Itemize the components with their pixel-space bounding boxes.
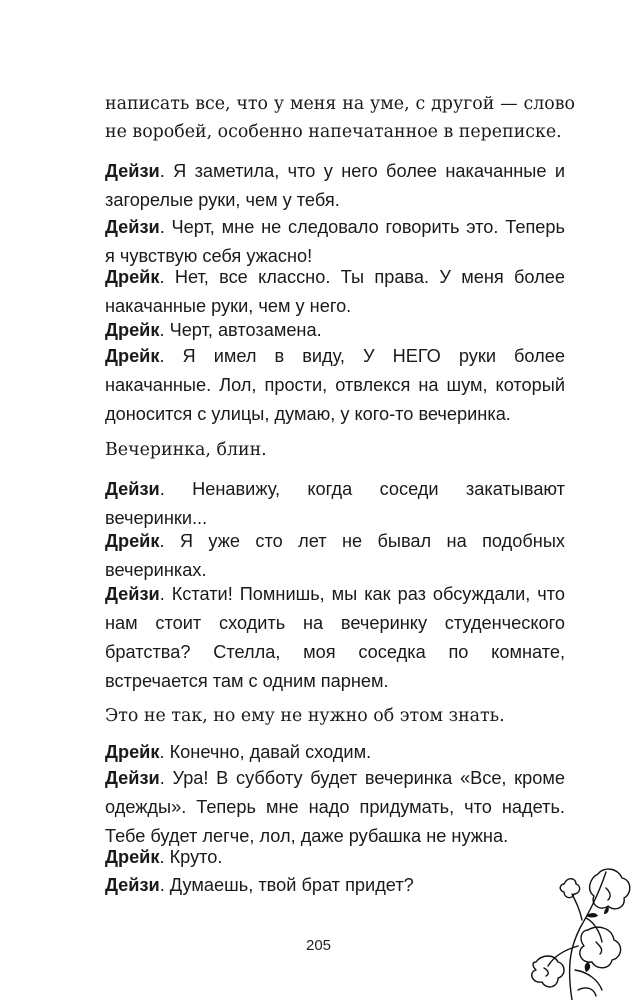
narration-paragraph: Вечеринка, блин. xyxy=(105,440,267,460)
chat-message xyxy=(105,764,565,851)
speaker-name: Дейзи xyxy=(105,217,160,237)
message-text: . Круто. xyxy=(159,847,223,867)
chat-message xyxy=(105,738,565,767)
message-text: . Я имел в виду, У НЕГО руки более накачанные. Лол, прости, отвлекся на шум, который доносится с улицы, думаю, у кого-то вечеринка. xyxy=(105,346,565,424)
message-text: . Я заметила, что у него более накачанные и загорелые руки, чем у тебя. xyxy=(105,161,565,210)
chat-message xyxy=(105,316,565,345)
message-text: . Черт, мне не следовало говорить это. Теперь я чувствую себя ужасно! xyxy=(105,217,565,266)
chat-message xyxy=(105,843,565,872)
message-text: . Кстати! Помнишь, мы как раз обсуждали, что нам стоит сходить на вечеринку студенческого братства? Стелла, моя соседка по комнате, встречается там с одним парнем. xyxy=(105,584,565,691)
speaker-name: Дрейк xyxy=(105,267,160,287)
speaker-name: Дрейк xyxy=(105,346,160,366)
page-number: 205 xyxy=(305,937,332,954)
narration-paragraph: Это не так, но ему не нужно об этом знать. xyxy=(105,706,505,726)
speaker-name: Дейзи xyxy=(105,161,160,181)
message-text: . Я уже сто лет не бывал на подобных вечеринках. xyxy=(105,531,565,580)
message-text: . Ненавижу, когда соседи закатывают вечеринки... xyxy=(105,479,565,528)
speaker-name: Дрейк xyxy=(105,742,160,762)
chat-message xyxy=(105,475,565,533)
speaker-name: Дейзи xyxy=(105,768,160,788)
message-text: . Ура! В субботу будет вечеринка «Все, кроме одежды». Теперь мне надо придумать, что надеть. Тебе будет легче, лол, даже рубашка не нужна. xyxy=(105,768,565,846)
message-text: . Конечно, давай сходим. xyxy=(159,742,372,762)
message-text: . Думаешь, твой брат придет? xyxy=(159,875,414,895)
cotton-flower-icon xyxy=(528,866,637,1000)
chat-message xyxy=(105,342,565,429)
speaker-name: Дейзи xyxy=(105,584,160,604)
message-text: . Нет, все классно. Ты права. У меня более накачанные руки, чем у него. xyxy=(105,267,565,316)
chat-message xyxy=(105,580,565,696)
narration-paragraph: написать все, что у меня на уме, с другой — слово не воробей, особенно напечатанное в переписке. xyxy=(105,94,575,142)
speaker-name: Дейзи xyxy=(105,479,160,499)
chat-message xyxy=(105,527,565,585)
chat-message xyxy=(105,157,565,215)
speaker-name: Дрейк xyxy=(105,320,160,340)
speaker-name: Дрейк xyxy=(105,531,160,551)
chat-message xyxy=(105,871,565,900)
speaker-name: Дрейк xyxy=(105,847,160,867)
message-text: . Черт, автозамена. xyxy=(159,320,322,340)
chat-message xyxy=(105,263,565,321)
speaker-name: Дейзи xyxy=(105,875,160,895)
